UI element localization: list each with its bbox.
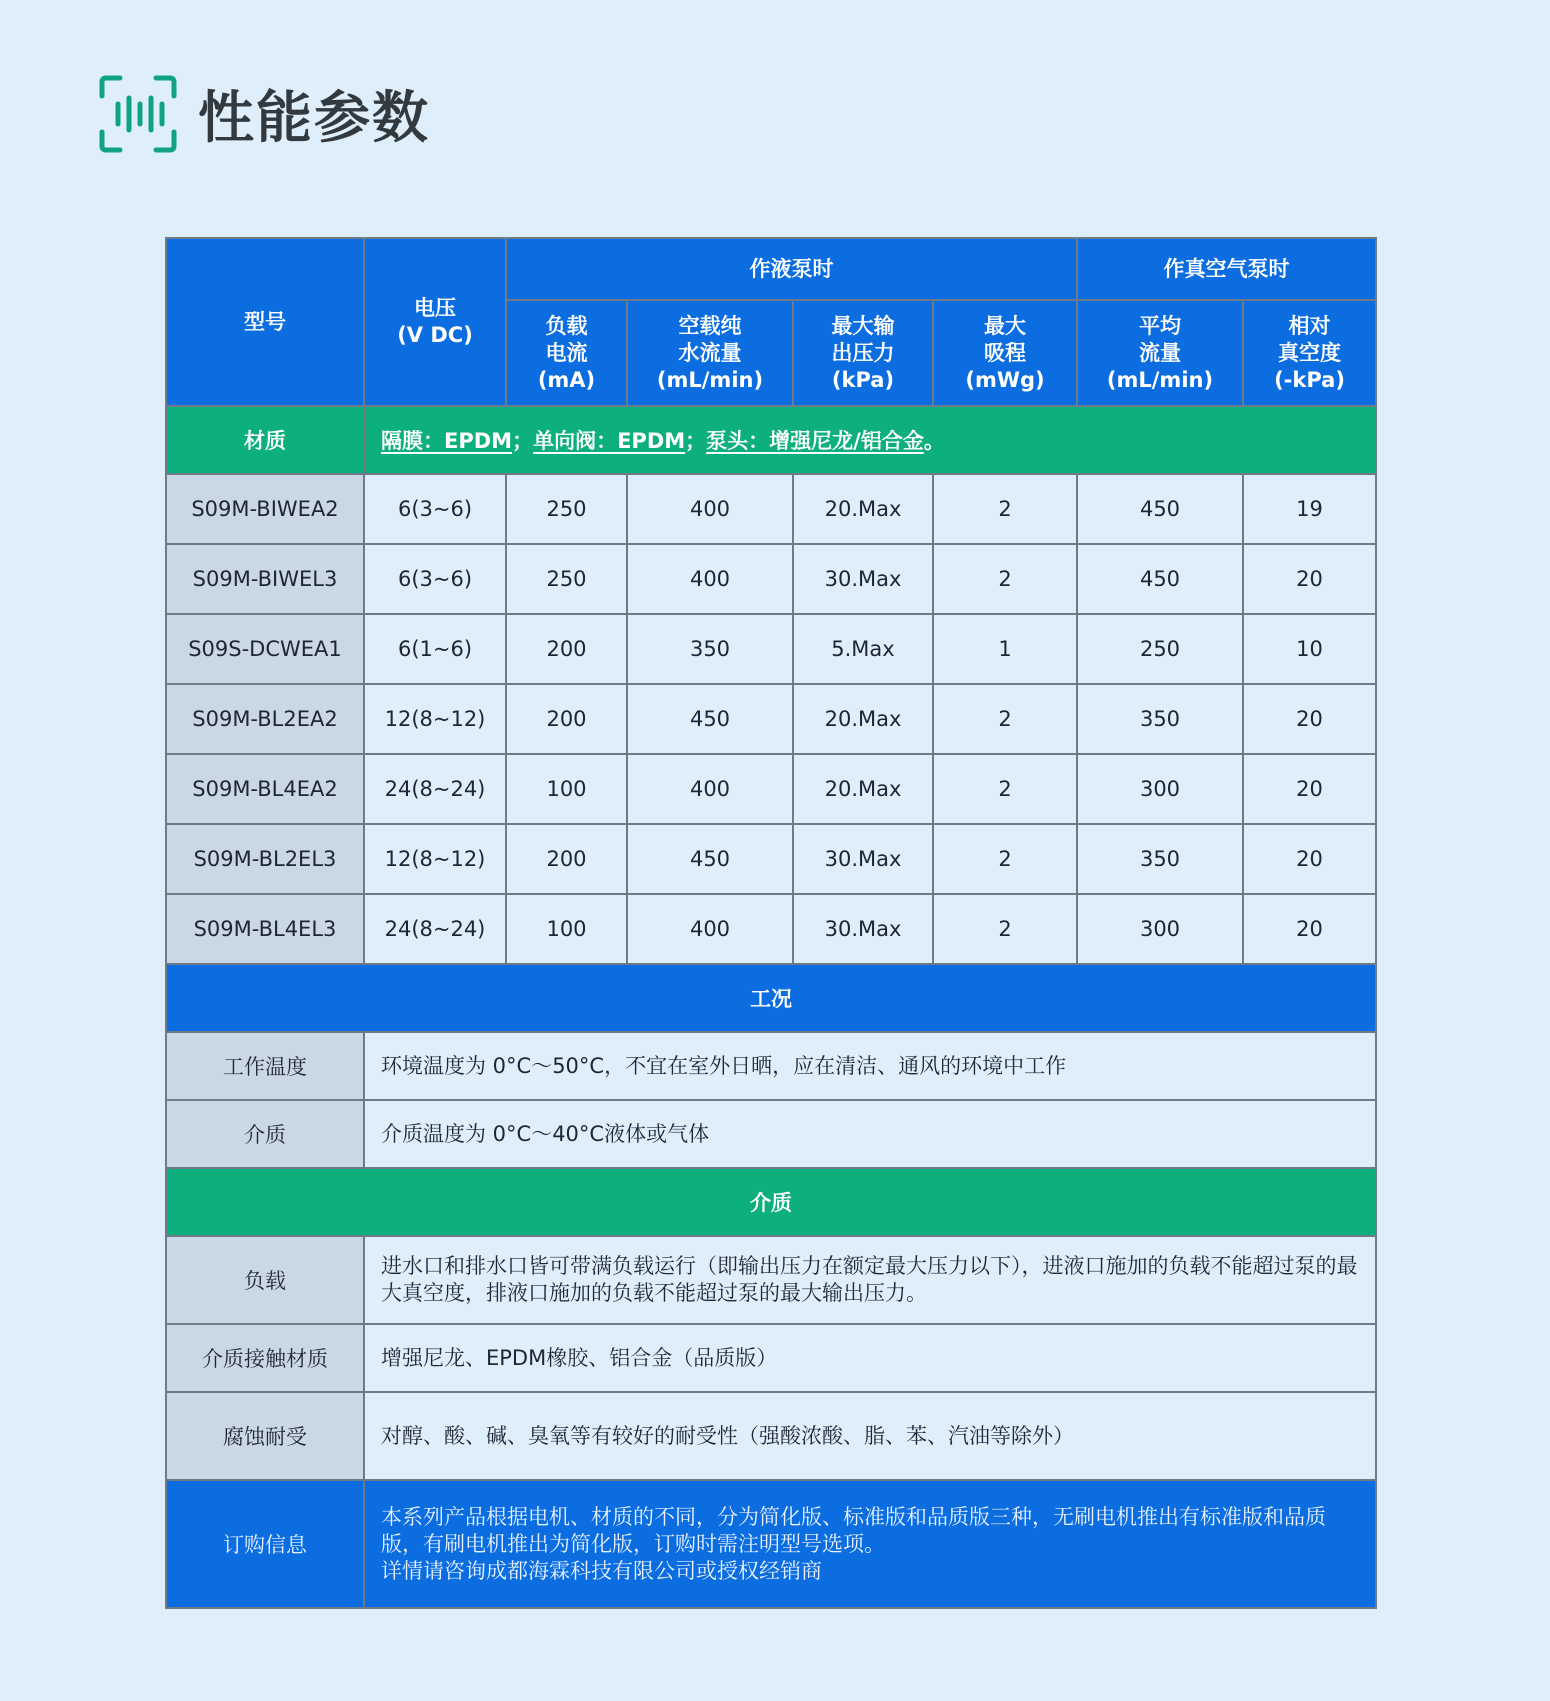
material-diaphragm-link[interactable]: 隔膜：EPDM (381, 429, 513, 453)
current-cell: 250 (506, 544, 627, 614)
current-cell: 100 (506, 894, 627, 964)
conditions-section-header (166, 964, 1376, 1032)
material-end: 。 (923, 429, 945, 453)
table-row (166, 824, 1376, 894)
current-cell: 250 (506, 474, 627, 544)
header-free-flow: 空载纯 水流量 (mL/min) (627, 300, 793, 406)
voltage-cell: 6(3~6) (364, 544, 506, 614)
vacuum-cell: 19 (1243, 474, 1376, 544)
header-group-row (166, 238, 1376, 300)
vacuum-cell: 20 (1243, 894, 1376, 964)
table-row (166, 614, 1376, 684)
material-text (364, 406, 1376, 474)
flow-cell: 450 (627, 684, 793, 754)
pressure-cell: 20.Max (793, 474, 933, 544)
header-vacuum-group: 作真空气泵时 (1077, 238, 1376, 300)
header-voltage: 电压 (V DC) (364, 238, 506, 406)
model-cell: S09M-BL2EA2 (166, 684, 364, 754)
avg-flow-cell: 450 (1077, 544, 1243, 614)
model-cell: S09M-BL2EL3 (166, 824, 364, 894)
pressure-cell: 20.Max (793, 754, 933, 824)
suction-cell: 2 (933, 684, 1077, 754)
voltage-cell: 12(8~12) (364, 824, 506, 894)
current-cell: 200 (506, 614, 627, 684)
conditions-title: 工况 (166, 964, 1376, 1032)
vacuum-cell: 20 (1243, 824, 1376, 894)
vacuum-cell: 20 (1243, 754, 1376, 824)
pressure-cell: 30.Max (793, 894, 933, 964)
avg-flow-cell: 350 (1077, 684, 1243, 754)
order-info-label: 订购信息 (166, 1480, 364, 1608)
corrosion-text: 对醇、酸、碱、臭氧等有较好的耐受性（强酸浓酸、脂、苯、汽油等除外） (364, 1392, 1376, 1480)
voltage-cell: 6(3~6) (364, 474, 506, 544)
header-model: 型号 (166, 238, 364, 406)
page-header (98, 74, 430, 154)
corrosion-row (166, 1392, 1376, 1480)
page-title: 性能参数 (198, 86, 430, 151)
model-cell: S09S-DCWEA1 (166, 614, 364, 684)
suction-cell: 2 (933, 824, 1077, 894)
material-valve-link[interactable]: 单向阀：EPDM (533, 429, 686, 453)
order-info-text: 本系列产品根据电机、材质的不同，分为简化版、标准版和品质版三种，无刷电机推出有标准版和品质版，有刷电机推出为简化版，订购时需注明型号选项。 详情请咨询成都海霖科技有限公司或授权经销商 (364, 1480, 1376, 1608)
suction-cell: 2 (933, 544, 1077, 614)
pressure-cell: 30.Max (793, 544, 933, 614)
vacuum-cell: 10 (1243, 614, 1376, 684)
contact-material-label: 介质接触材质 (166, 1324, 364, 1392)
corrosion-label: 腐蚀耐受 (166, 1392, 364, 1480)
avg-flow-cell: 350 (1077, 824, 1243, 894)
pressure-cell: 5.Max (793, 614, 933, 684)
contact-material-row (166, 1324, 1376, 1392)
load-label: 负载 (166, 1236, 364, 1324)
header-avg-flow: 平均 流量 (mL/min) (1077, 300, 1243, 406)
flow-cell: 400 (627, 544, 793, 614)
pressure-cell: 20.Max (793, 684, 933, 754)
table-row (166, 754, 1376, 824)
avg-flow-cell: 300 (1077, 754, 1243, 824)
medium-temp-row (166, 1100, 1376, 1168)
flow-cell: 450 (627, 824, 793, 894)
material-label: 材质 (166, 406, 364, 474)
flow-cell: 350 (627, 614, 793, 684)
material-row (166, 406, 1376, 474)
suction-cell: 1 (933, 614, 1077, 684)
flow-cell: 400 (627, 894, 793, 964)
vacuum-cell: 20 (1243, 684, 1376, 754)
material-separator: ； (685, 429, 707, 453)
table-row (166, 684, 1376, 754)
scan-icon (98, 74, 178, 154)
suction-cell: 2 (933, 754, 1077, 824)
model-cell: S09M-BIWEA2 (166, 474, 364, 544)
current-cell: 100 (506, 754, 627, 824)
flow-cell: 400 (627, 474, 793, 544)
order-info-row (166, 1480, 1376, 1608)
load-text: 进水口和排水口皆可带满负载运行（即输出压力在额定最大压力以下），进液口施加的负载不能超过泵的最大真空度，排液口施加的负载不能超过泵的最大输出压力。 (364, 1236, 1376, 1324)
spec-table (165, 237, 1377, 1609)
medium-title: 介质 (166, 1168, 1376, 1236)
voltage-cell: 6(1~6) (364, 614, 506, 684)
vacuum-cell: 20 (1243, 544, 1376, 614)
voltage-cell: 24(8~24) (364, 754, 506, 824)
table-row (166, 544, 1376, 614)
medium-section-header (166, 1168, 1376, 1236)
flow-cell: 400 (627, 754, 793, 824)
table-row (166, 474, 1376, 544)
avg-flow-cell: 250 (1077, 614, 1243, 684)
avg-flow-cell: 450 (1077, 474, 1243, 544)
material-pump-head-link[interactable]: 泵头：增强尼龙/铝合金 (706, 429, 924, 453)
contact-material-text: 增强尼龙、EPDM橡胶、铝合金（品质版） (364, 1324, 1376, 1392)
current-cell: 200 (506, 684, 627, 754)
temperature-text: 环境温度为 0°C～50°C，不宜在室外日晒，应在清洁、通风的环境中工作 (364, 1032, 1376, 1100)
table-row (166, 894, 1376, 964)
medium-temp-text: 介质温度为 0°C～40°C液体或气体 (364, 1100, 1376, 1168)
temperature-row (166, 1032, 1376, 1100)
model-cell: S09M-BL4EL3 (166, 894, 364, 964)
header-max-suction: 最大 吸程 (mWg) (933, 300, 1077, 406)
load-row (166, 1236, 1376, 1324)
suction-cell: 2 (933, 894, 1077, 964)
voltage-cell: 12(8~12) (364, 684, 506, 754)
medium-temp-label: 介质 (166, 1100, 364, 1168)
model-cell: S09M-BIWEL3 (166, 544, 364, 614)
temperature-label: 工作温度 (166, 1032, 364, 1100)
current-cell: 200 (506, 824, 627, 894)
suction-cell: 2 (933, 474, 1077, 544)
material-separator: ； (512, 429, 534, 453)
avg-flow-cell: 300 (1077, 894, 1243, 964)
header-liquid-group: 作液泵时 (506, 238, 1077, 300)
header-load-current: 负载 电流 (mA) (506, 300, 627, 406)
model-cell: S09M-BL4EA2 (166, 754, 364, 824)
header-max-output-pressure: 最大输 出压力 (kPa) (793, 300, 933, 406)
pressure-cell: 30.Max (793, 824, 933, 894)
voltage-cell: 24(8~24) (364, 894, 506, 964)
header-relative-vacuum: 相对 真空度 (-kPa) (1243, 300, 1376, 406)
